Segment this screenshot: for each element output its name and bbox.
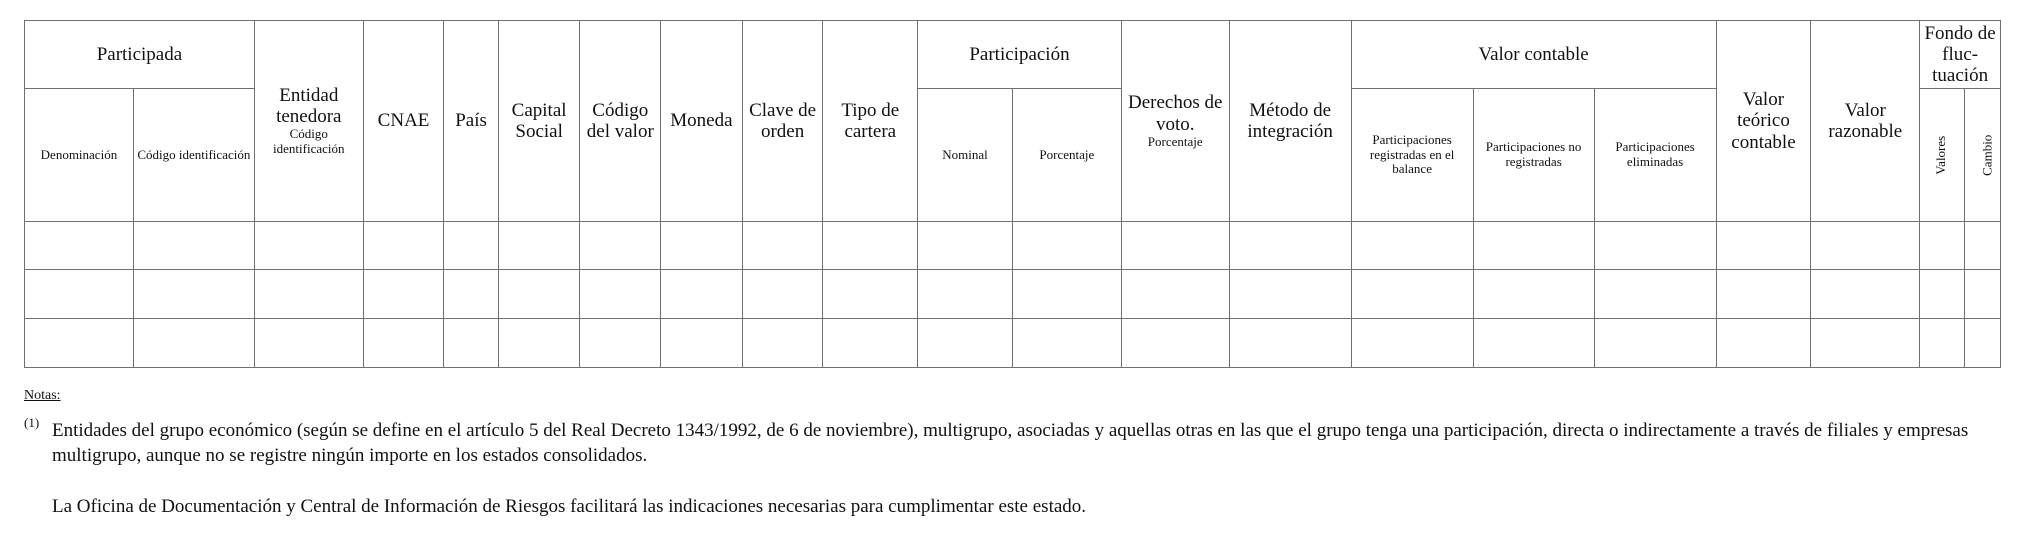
table-cell[interactable] [254, 319, 363, 368]
table-cell[interactable] [1716, 270, 1811, 319]
header-codigo-identificacion: Código identificación [133, 89, 254, 222]
table-cell[interactable] [1012, 319, 1121, 368]
table-cell[interactable] [133, 270, 254, 319]
table-cell[interactable] [661, 222, 743, 270]
table-cell[interactable] [25, 319, 134, 368]
table-cell[interactable] [133, 222, 254, 270]
table-cell[interactable] [1121, 270, 1229, 319]
header-tipo-cartera: Tipo de cartera [823, 21, 918, 222]
note-1 [24, 415, 2004, 468]
table-cell[interactable] [444, 222, 498, 270]
header-metodo-integracion: Método de integración [1229, 21, 1351, 222]
table-cell[interactable] [1351, 222, 1473, 270]
header-participada: Participada [25, 21, 255, 89]
table-cell[interactable] [1964, 222, 2000, 270]
table-cell[interactable] [1594, 270, 1716, 319]
table-cell[interactable] [498, 270, 580, 319]
entidad-tenedora-sub: Código identificación [273, 126, 345, 157]
table-cell[interactable] [1964, 270, 2000, 319]
table-cell[interactable] [1229, 222, 1351, 270]
table-cell[interactable] [742, 222, 823, 270]
header-participaciones-eliminadas: Participaciones eliminadas [1594, 89, 1716, 222]
table-cell[interactable] [1594, 319, 1716, 368]
table-cell[interactable] [498, 222, 580, 270]
table-cell[interactable] [254, 222, 363, 270]
table-row [25, 222, 2001, 270]
cambio-label: Cambio [1978, 134, 1994, 176]
header-cnae: CNAE [363, 21, 444, 222]
header-fondo-fluctuacion: Fondo de fluc-tuación [1920, 21, 2001, 89]
table-cell[interactable] [823, 270, 918, 319]
table-cell[interactable] [661, 270, 743, 319]
table-cell[interactable] [1229, 319, 1351, 368]
table-cell[interactable] [1229, 270, 1351, 319]
participations-table [24, 20, 2001, 368]
notes-section [24, 388, 2004, 518]
table-cell[interactable] [742, 319, 823, 368]
table-row [25, 319, 2001, 368]
notes-title: Notas: [24, 388, 61, 403]
table-cell[interactable] [1811, 319, 1920, 368]
table-cell[interactable] [254, 270, 363, 319]
table-cell[interactable] [1351, 270, 1473, 319]
entidad-tenedora-label: Entidad tenedora [276, 84, 342, 128]
table-cell[interactable] [1351, 319, 1473, 368]
table-cell[interactable] [918, 319, 1013, 368]
table-cell[interactable] [1716, 319, 1811, 368]
note-1-marker: (1) [24, 415, 40, 430]
table-cell[interactable] [918, 270, 1013, 319]
table-cell[interactable] [444, 319, 498, 368]
header-porcentaje: Porcentaje [1012, 89, 1121, 222]
table-cell[interactable] [1012, 270, 1121, 319]
header-codigo-valor: Código del valor [580, 21, 661, 222]
table-row [25, 270, 2001, 319]
header-capital-social: Capital Social [498, 21, 580, 222]
table-cell[interactable] [661, 319, 743, 368]
table-cell[interactable] [1920, 319, 1964, 368]
table-cell[interactable] [1121, 222, 1229, 270]
table-cell[interactable] [444, 270, 498, 319]
table-cell[interactable] [823, 319, 918, 368]
header-clave-orden: Clave de orden [742, 21, 823, 222]
table-cell[interactable] [1121, 319, 1229, 368]
derechos-voto-label: Derechos de voto. [1128, 92, 1223, 135]
table-cell[interactable] [363, 270, 444, 319]
header-participaciones-registradas: Participaciones registradas en el balance [1351, 89, 1473, 222]
note-2: La Oficina de Documentación y Central de Información de Riesgos facilitará las indicaciones necesarias para cumplimentar este estado. [52, 496, 1087, 518]
header-pais: País [444, 21, 498, 222]
header-participaciones-no-registradas: Participaciones no registradas [1473, 89, 1594, 222]
table-cell[interactable] [918, 222, 1013, 270]
table-cell[interactable] [1811, 222, 1920, 270]
header-valor-teorico: Valor teórico contable [1716, 21, 1811, 222]
table-cell[interactable] [580, 222, 661, 270]
table-cell[interactable] [742, 270, 823, 319]
header-cambio [1964, 89, 2000, 222]
table-cell[interactable] [580, 319, 661, 368]
table-cell[interactable] [133, 319, 254, 368]
table-cell[interactable] [363, 319, 444, 368]
table-cell[interactable] [25, 270, 134, 319]
header-valores [1920, 89, 1964, 222]
table-cell[interactable] [1811, 270, 1920, 319]
table-cell[interactable] [1920, 270, 1964, 319]
table-cell[interactable] [1716, 222, 1811, 270]
header-moneda: Moneda [661, 21, 743, 222]
table-cell[interactable] [363, 222, 444, 270]
table-cell[interactable] [1920, 222, 1964, 270]
header-participacion: Participación [918, 21, 1122, 89]
header-entidad-tenedora [254, 21, 363, 222]
table-cell[interactable] [1964, 319, 2000, 368]
table-cell[interactable] [1012, 222, 1121, 270]
note-1-text: Entidades del grupo económico (según se define en el artículo 5 del Real Decreto 1343/1992, de 6 de noviembre), multigrupo, asociadas y aquellas otras en las que el grupo tenga una participación, directa o indirectamente a través de filiales y empresas multigrupo, aunque no se registre ningún importe en los estados consolidados. [52, 420, 1969, 467]
table-cell[interactable] [25, 222, 134, 270]
table-cell[interactable] [1594, 222, 1716, 270]
table-cell[interactable] [1473, 319, 1594, 368]
header-derechos-voto [1121, 21, 1229, 222]
table-cell[interactable] [1473, 222, 1594, 270]
form-table-container [24, 20, 2001, 368]
header-valor-contable: Valor contable [1351, 21, 1716, 89]
header-valor-razonable: Valor razonable [1811, 21, 1920, 222]
valores-label: Valores [1933, 135, 1949, 175]
header-nominal: Nominal [918, 89, 1013, 222]
derechos-voto-sub: Porcentaje [1147, 133, 1203, 149]
table-cell[interactable] [1473, 270, 1594, 319]
table-cell[interactable] [498, 319, 580, 368]
header-denominacion: Denominación [25, 89, 134, 222]
table-cell[interactable] [823, 222, 918, 270]
table-cell[interactable] [580, 270, 661, 319]
